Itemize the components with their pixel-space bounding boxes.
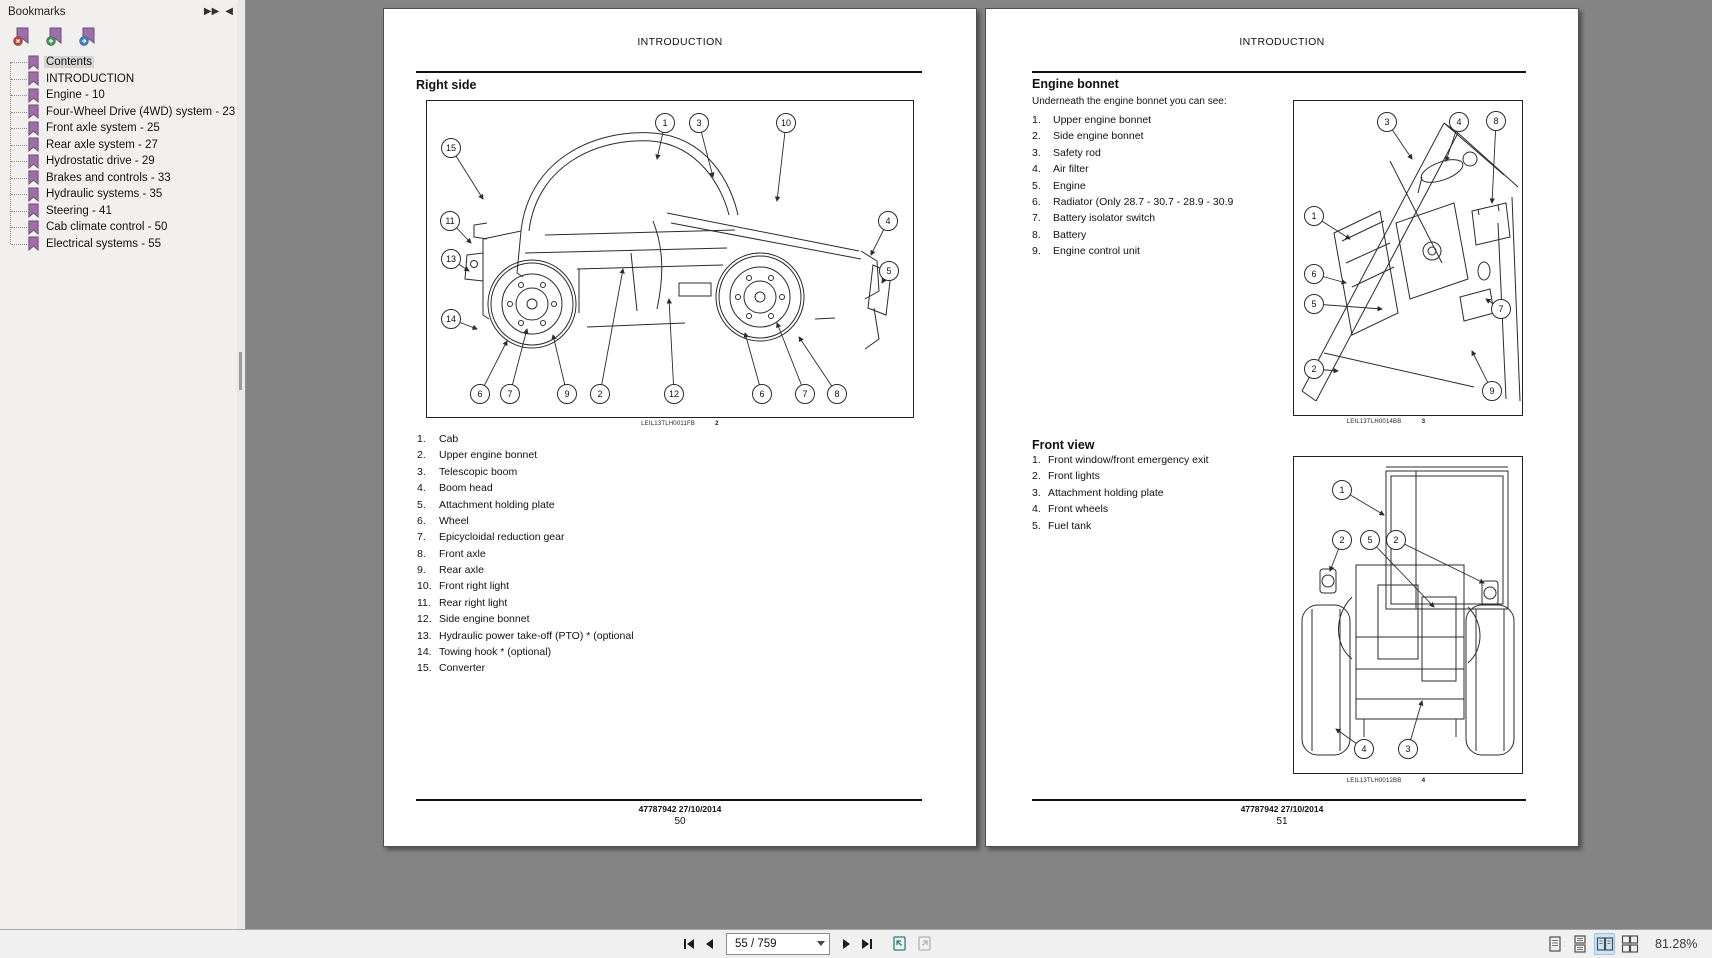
section-title-front-view: Front view (1032, 438, 1095, 452)
bookmark-label: Steering - 41 (46, 204, 112, 217)
engine-bonnet-intro: Underneath the engine bonnet you can see: (1032, 96, 1227, 107)
footer-rule (1032, 799, 1526, 801)
footer-rule (416, 799, 922, 801)
list-item: 10. Front right light (417, 580, 510, 593)
continuous-view-button[interactable] (1569, 933, 1590, 955)
page-number: 51 (1276, 816, 1288, 827)
svg-text:9: 9 (1489, 386, 1495, 396)
svg-text:2: 2 (1393, 535, 1399, 545)
bookmark-label: Four-Wheel Drive (4WD) system - 23 (46, 105, 236, 118)
status-bar (0, 929, 1712, 958)
svg-text:6: 6 (1311, 269, 1317, 279)
page-header: INTRODUCTION (1239, 36, 1325, 48)
svg-text:4: 4 (1361, 744, 1367, 754)
previous-page-button[interactable] (699, 933, 719, 955)
side-view-drawing (427, 101, 913, 417)
list-item: 9. Rear axle (417, 564, 484, 576)
panel-options-chevrons-icon[interactable]: ▶▶ (203, 6, 220, 17)
bookmark-item[interactable] (0, 236, 237, 253)
list-item: 4. Air filter (1032, 163, 1089, 176)
front-view-drawing (1294, 457, 1522, 773)
first-page-button[interactable] (679, 933, 699, 955)
list-item: 3. Telescopic boom (417, 465, 518, 478)
list-item: 3. Attachment holding plate (1032, 486, 1164, 499)
two-page-continuous-view-button[interactable] (1619, 933, 1640, 955)
page-layout-modes (1544, 933, 1640, 955)
list-item: 7. Epicycloidal reduction gear (417, 531, 565, 544)
last-page-button[interactable] (857, 933, 877, 955)
figure-caption: LEIL13TLH0012BB 4 (1346, 777, 1426, 784)
bookmark-item[interactable] (0, 104, 237, 121)
page-number-input[interactable] (733, 937, 815, 951)
bookmarks-title: Bookmarks (8, 6, 66, 18)
bookmark-flag-icon (27, 104, 40, 119)
svg-text:1: 1 (662, 118, 668, 128)
svg-text:3: 3 (696, 118, 702, 128)
section-title-right-side: Right side (416, 78, 477, 92)
bookmark-flag-icon (27, 121, 40, 136)
figure-caption: LEIL13TLH0011FB 2 (641, 420, 719, 427)
header-rule (416, 71, 922, 73)
list-item: 13. Hydraulic power take-off (PTO) * (optional (417, 629, 634, 642)
single-page-view-button[interactable] (1544, 933, 1565, 955)
list-item: 14. Towing hook * (optional) (417, 645, 552, 658)
bookmark-label: Rear axle system - 27 (46, 138, 158, 151)
bookmark-item[interactable] (0, 203, 237, 220)
svg-text:6: 6 (477, 389, 483, 399)
list-item: 8. Front axle (417, 547, 486, 560)
svg-text:13: 13 (445, 254, 457, 264)
bookmark-flag-icon (27, 88, 40, 103)
svg-text:12: 12 (668, 389, 680, 399)
svg-text:3: 3 (1405, 744, 1411, 754)
header-rule (1032, 71, 1526, 73)
bookmark-label: Front axle system - 25 (46, 122, 160, 135)
list-item: 4. Boom head (417, 482, 493, 495)
bookmark-item[interactable] (0, 87, 237, 104)
parts-list-front-view (1032, 454, 1208, 536)
bookmark-item[interactable] (0, 219, 237, 236)
page-number-field[interactable] (726, 933, 830, 955)
collapse-panel-icon[interactable]: ◀ (225, 6, 233, 17)
bookmark-label: Cab climate control - 50 (46, 221, 168, 234)
svg-text:7: 7 (1498, 304, 1504, 314)
zoom-level: 81.28% (1655, 937, 1698, 951)
bookmark-item[interactable] (0, 153, 237, 170)
pdf-page-right (985, 8, 1579, 847)
bookmark-flag-icon (27, 236, 40, 251)
bookmark-item[interactable] (0, 71, 237, 88)
svg-text:8: 8 (834, 389, 840, 399)
parts-list-right-side (417, 433, 634, 679)
svg-text:2: 2 (597, 389, 603, 399)
bookmark-label: Contents (46, 56, 93, 69)
list-item: 2. Side engine bonnet (1032, 130, 1144, 143)
bookmark-label: Engine - 10 (46, 89, 105, 102)
list-item: 12. Side engine bonnet (417, 613, 530, 626)
bookmark-label: Brakes and controls - 33 (46, 171, 171, 184)
bookmarks-toolbar (0, 24, 237, 50)
add-bookmark-icon[interactable] (46, 27, 64, 46)
list-item: 9. Engine control unit (1032, 245, 1140, 257)
document-reference: 47787942 27/10/2014 (638, 804, 722, 814)
bookmark-flag-icon (27, 220, 40, 235)
bookmark-flag-icon (27, 71, 40, 86)
svg-text:4: 4 (885, 216, 891, 226)
engine-bay-drawing (1294, 101, 1522, 415)
bookmark-label: INTRODUCTION (46, 72, 135, 85)
next-view-button[interactable] (914, 934, 934, 954)
page-navigation (679, 933, 934, 955)
bookmark-label: Electrical systems - 55 (46, 237, 162, 250)
sidebar-splitter[interactable] (237, 0, 246, 930)
list-item: 2. Front lights (1032, 470, 1100, 483)
view-history (889, 934, 934, 954)
bookmarks-tree (0, 54, 237, 252)
svg-text:14: 14 (445, 314, 457, 324)
svg-text:2: 2 (1339, 535, 1345, 545)
svg-text:1: 1 (1311, 211, 1317, 221)
list-item: 5. Attachment holding plate (417, 498, 555, 511)
list-item: 6. Radiator (Only 28.7 - 30.7 - 28.9 - 30.9 (1032, 195, 1234, 208)
bookmark-label: Hydrostatic drive - 29 (46, 155, 155, 168)
figure-front-view (1293, 456, 1523, 774)
bookmark-label: Hydraulic systems - 35 (46, 188, 163, 201)
bookmark-item[interactable] (0, 137, 237, 154)
two-page-view-button[interactable] (1594, 933, 1615, 955)
svg-text:11: 11 (445, 216, 455, 226)
svg-text:9: 9 (564, 389, 570, 399)
svg-text:5: 5 (886, 266, 892, 276)
list-item: 1. Cab (417, 433, 459, 445)
list-item: 1. Upper engine bonnet (1032, 114, 1152, 126)
list-item: 15. Converter (417, 662, 486, 675)
svg-text:7: 7 (802, 389, 808, 399)
bookmark-flag-icon (27, 137, 40, 152)
bookmarks-panel (0, 0, 238, 930)
svg-text:8: 8 (1493, 116, 1499, 126)
section-title-engine-bonnet: Engine bonnet (1032, 77, 1119, 91)
list-item: 8. Battery (1032, 228, 1087, 241)
list-item: 7. Battery isolator switch (1032, 212, 1156, 225)
page-header: INTRODUCTION (637, 36, 723, 48)
svg-text:15: 15 (445, 143, 457, 153)
bookmark-flag-icon (27, 55, 40, 70)
parts-list-engine-bonnet (1032, 114, 1233, 261)
bookmarks-panel-header (0, 0, 237, 24)
page-number: 50 (674, 816, 686, 827)
list-item: 4. Front wheels (1032, 503, 1109, 516)
figure-side-view (426, 100, 914, 418)
previous-view-button[interactable] (889, 934, 909, 954)
delete-bookmark-icon[interactable] (13, 27, 31, 46)
document-reference: 47787942 27/10/2014 (1240, 804, 1324, 814)
list-item: 11. Rear right light (417, 596, 508, 609)
figure-engine-bay (1293, 100, 1523, 416)
bookmark-item[interactable] (0, 54, 237, 71)
bookmark-flag-icon (27, 203, 40, 218)
svg-text:4: 4 (1456, 117, 1462, 127)
list-item: 1. Front window/front emergency exit (1032, 454, 1209, 466)
svg-text:10: 10 (780, 118, 792, 128)
bookmark-item[interactable] (0, 120, 237, 137)
bookmark-item[interactable] (0, 186, 237, 203)
list-item: 2. Upper engine bonnet (417, 449, 538, 462)
list-item: 3. Safety rod (1032, 146, 1101, 159)
svg-text:7: 7 (507, 389, 513, 399)
bookmark-flag-icon (27, 170, 40, 185)
svg-text:6: 6 (759, 389, 765, 399)
page-dropdown-caret-icon[interactable] (817, 941, 825, 946)
svg-text:2: 2 (1311, 364, 1317, 374)
list-item: 5. Fuel tank (1032, 519, 1092, 532)
list-item: 5. Engine (1032, 179, 1086, 192)
svg-text:5: 5 (1311, 299, 1317, 309)
splitter-grip[interactable] (239, 352, 242, 390)
next-page-button[interactable] (837, 933, 857, 955)
svg-text:3: 3 (1384, 117, 1390, 127)
svg-text:5: 5 (1367, 535, 1373, 545)
bookmark-flag-icon (27, 154, 40, 169)
bookmark-item[interactable] (0, 170, 237, 187)
goto-bookmark-icon[interactable] (79, 27, 97, 46)
svg-text:1: 1 (1339, 485, 1345, 495)
figure-caption: LEIL13TLH0014BB 3 (1346, 418, 1426, 425)
bookmark-flag-icon (27, 187, 40, 202)
pdf-page-left (383, 8, 977, 847)
list-item: 6. Wheel (417, 514, 469, 527)
